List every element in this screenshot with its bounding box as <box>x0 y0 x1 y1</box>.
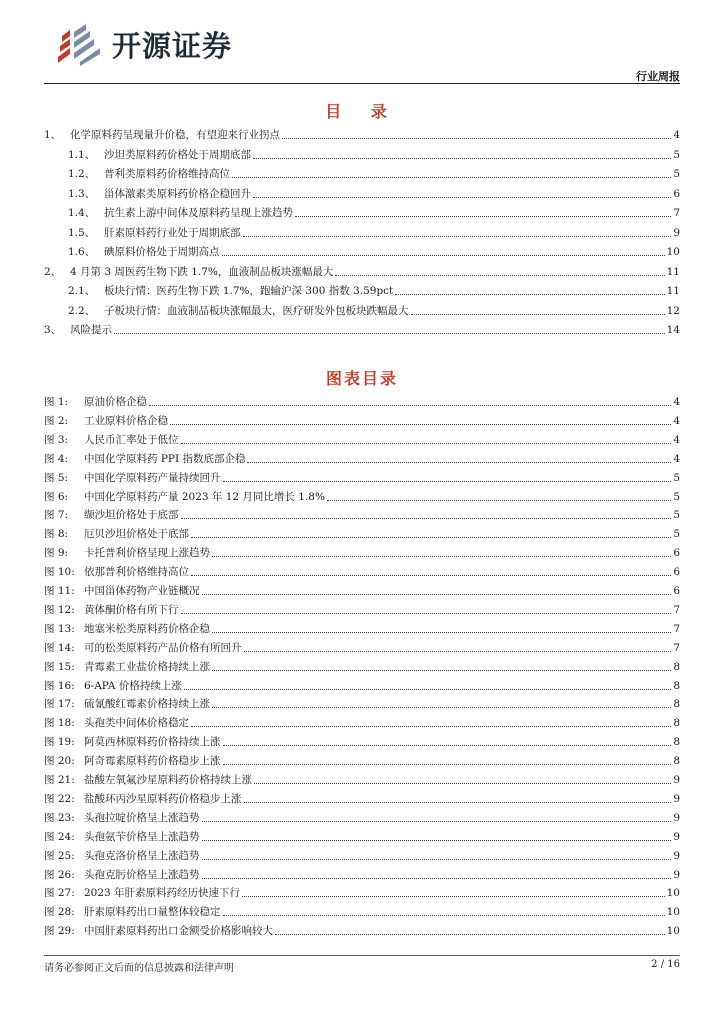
entry-number: 图 27: <box>44 887 75 900</box>
dot-leader <box>253 197 671 198</box>
entry-page: 6 <box>673 566 680 579</box>
list-entry[interactable] <box>44 734 680 748</box>
list-entry[interactable] <box>44 885 680 899</box>
list-entry[interactable] <box>44 322 680 336</box>
dot-leader <box>411 314 665 315</box>
entry-number: 1.2、 <box>68 168 96 180</box>
entry-page: 8 <box>673 660 680 673</box>
entry-page: 4 <box>673 129 680 141</box>
entry-page: 6 <box>673 187 680 200</box>
entry-page: 8 <box>673 736 680 749</box>
entry-page: 5 <box>673 148 680 161</box>
entry-text: 肝素原料药出口量整体较稳定 <box>84 906 221 919</box>
entry-page: 4 <box>673 452 680 465</box>
dot-leader <box>223 481 672 482</box>
entry-page: 10 <box>666 906 680 919</box>
entry-number: 图 11: <box>44 585 75 597</box>
entry-page: 12 <box>666 304 680 317</box>
dot-leader <box>181 613 672 614</box>
list-entry[interactable] <box>44 127 680 141</box>
list-entry[interactable] <box>44 696 680 710</box>
list-entry[interactable] <box>44 225 680 239</box>
list-entry[interactable] <box>44 810 680 824</box>
entry-number: 图 21: <box>44 774 75 786</box>
entry-page: 9 <box>673 868 680 881</box>
list-entry[interactable] <box>44 394 680 408</box>
entry-number: 图 18: <box>44 717 75 730</box>
entry-text: 沙坦类原料药价格处于周期底部 <box>104 148 251 161</box>
entry-number: 2.2、 <box>68 304 96 317</box>
entry-text: 可的松类原料药产品价格有所回升 <box>84 641 242 654</box>
entry-number: 1、 <box>44 129 62 141</box>
dot-leader <box>275 934 665 935</box>
dot-leader <box>181 518 672 519</box>
dot-leader <box>202 878 672 879</box>
entry-page: 9 <box>673 849 680 862</box>
entry-number: 3、 <box>44 324 62 336</box>
entry-page: 7 <box>673 207 680 219</box>
list-entry[interactable] <box>44 432 680 446</box>
dot-leader <box>191 726 671 727</box>
dot-leader <box>202 821 672 822</box>
dot-leader <box>202 840 672 841</box>
page-number: 2 / 16 <box>651 959 680 970</box>
entry-text: 头孢类中间体价格稳定 <box>84 717 189 730</box>
entry-text: 工业原料价格企稳 <box>84 414 168 427</box>
entry-text: 板块行情：医药生物下跌 1.7%，跑输沪深 300 指数 3.59pct <box>104 285 394 297</box>
dot-leader <box>335 275 664 276</box>
entry-page: 8 <box>673 717 680 730</box>
dot-leader <box>202 859 672 860</box>
list-entry[interactable] <box>44 829 680 843</box>
entry-number: 2、 <box>44 265 62 278</box>
entry-page: 6 <box>673 585 680 597</box>
dot-leader <box>202 594 672 595</box>
entry-text: 中国化学原料药产量 2023 年 12 月同比增长 1.8% <box>84 490 325 503</box>
list-entry[interactable] <box>44 451 680 465</box>
entry-page: 10 <box>666 887 680 900</box>
figure-list-title: 图表目录 <box>325 369 398 388</box>
list-entry[interactable] <box>44 904 680 918</box>
entry-text: 黄体酮价格有所下行 <box>84 603 179 616</box>
footer-disclaimer: 请务必参阅正文后面的信息披露和法律声明 <box>44 963 234 974</box>
entry-page: 7 <box>673 622 680 635</box>
entry-number: 2.1、 <box>68 285 96 297</box>
list-entry[interactable] <box>44 526 680 540</box>
entry-text: 青霉素工业盐价格持续上涨 <box>84 660 210 673</box>
entry-page: 8 <box>673 698 680 711</box>
dot-leader <box>223 745 672 746</box>
entry-text: 中国化学原料药 PPI 指数底部企稳 <box>84 452 246 465</box>
entry-text: 中国化学原料药产量持续回升 <box>84 471 221 484</box>
entry-text: 化学原料药呈现量升价稳，有望迎来行业拐点 <box>70 129 280 141</box>
entry-number: 1.3、 <box>68 187 96 200</box>
entry-page: 9 <box>673 830 680 843</box>
entry-page: 7 <box>673 603 680 616</box>
figure-list <box>44 394 680 944</box>
entry-number: 图 10: <box>44 566 75 579</box>
dot-leader <box>327 500 671 501</box>
entry-number: 图 12: <box>44 603 75 616</box>
entry-text: 盐酸环丙沙星原料药价格稳步上涨 <box>84 792 242 805</box>
list-entry[interactable] <box>44 507 680 521</box>
dot-leader <box>170 424 671 425</box>
list-entry[interactable] <box>44 659 680 673</box>
dot-leader <box>114 333 665 334</box>
entry-text: 2023 年肝素原料药经历快速下行 <box>84 887 241 900</box>
list-entry[interactable] <box>44 545 680 559</box>
dot-leader <box>282 138 671 139</box>
entry-text: 中国肝素原料药出口金额受价格影响较大 <box>84 925 273 938</box>
list-entry[interactable] <box>44 489 680 503</box>
entry-number: 1.4、 <box>68 207 96 219</box>
brand-logo <box>56 22 232 66</box>
list-entry[interactable] <box>44 264 680 278</box>
toc-list <box>44 127 680 347</box>
entry-number: 1.5、 <box>68 226 96 239</box>
entry-page: 10 <box>666 246 680 258</box>
list-entry[interactable] <box>44 715 680 729</box>
entry-text: 普利类原料药价格维持高位 <box>104 168 230 180</box>
entry-page: 5 <box>673 168 680 180</box>
entry-text: 原油价格企稳 <box>84 396 147 408</box>
entry-page: 5 <box>673 528 680 541</box>
entry-text: 抗生素上游中间体及原料药呈现上涨趋势 <box>104 207 293 219</box>
entry-text: 碘原料价格处于周期高点 <box>104 246 220 258</box>
entry-page: 9 <box>673 774 680 786</box>
entry-number: 图 1: <box>44 396 69 408</box>
list-entry[interactable] <box>44 147 680 161</box>
entry-text: 阿奇霉素原料药价格稳步上涨 <box>84 755 221 768</box>
dot-leader <box>212 556 671 557</box>
dot-leader <box>191 575 671 576</box>
entry-text: 6-APA 价格持续上涨 <box>84 679 182 692</box>
entry-number: 图 4: <box>44 452 69 465</box>
list-entry[interactable] <box>44 166 680 180</box>
dot-leader <box>191 537 671 538</box>
entry-text: 卡托普利价格呈现上涨趋势 <box>84 547 210 560</box>
entry-number: 图 24: <box>44 830 75 843</box>
list-entry[interactable] <box>44 186 680 200</box>
entry-text: 子板块行情：血液制品板块涨幅最大，医疗研发外包板块跌幅最大 <box>104 304 409 317</box>
dot-leader <box>253 158 671 159</box>
toc-title: 目 录 <box>325 102 399 121</box>
entry-number: 图 13: <box>44 622 75 635</box>
entry-number: 图 22: <box>44 792 75 805</box>
dot-leader <box>395 294 664 295</box>
dot-leader <box>243 236 672 237</box>
entry-number: 1.6、 <box>68 246 96 258</box>
entry-number: 图 7: <box>44 509 69 522</box>
entry-text: 缬沙坦价格处于底部 <box>84 509 179 522</box>
entry-number: 图 6: <box>44 490 69 503</box>
entry-page: 7 <box>673 641 680 654</box>
entry-number: 图 16: <box>44 679 75 692</box>
entry-page: 4 <box>673 414 680 427</box>
list-entry[interactable] <box>44 602 680 616</box>
brand-name: 开源证券 <box>112 28 233 63</box>
entry-number: 图 26: <box>44 868 75 881</box>
list-entry[interactable] <box>44 678 680 692</box>
dot-leader <box>247 462 671 463</box>
list-entry[interactable] <box>44 867 680 881</box>
entry-text: 风险提示 <box>70 324 112 336</box>
entry-text: 人民币汇率处于低位 <box>84 433 179 446</box>
dot-leader <box>212 632 671 633</box>
entry-text: 中国甾体药物产业链概况 <box>84 585 200 597</box>
entry-page: 9 <box>673 792 680 805</box>
entry-number: 图 5: <box>44 471 69 484</box>
entry-number: 图 29: <box>44 925 75 938</box>
entry-page: 9 <box>673 226 680 239</box>
entry-page: 14 <box>666 324 680 336</box>
dot-leader <box>244 651 672 652</box>
dot-leader <box>244 802 672 803</box>
entry-text: 头孢克肟价格呈上涨趋势 <box>84 868 200 881</box>
entry-number: 图 14: <box>44 641 75 654</box>
entry-text: 地塞米松类原料药价格企稳 <box>84 622 210 635</box>
dot-leader <box>295 216 671 217</box>
entry-page: 8 <box>673 679 680 692</box>
entry-number: 图 9: <box>44 547 69 560</box>
list-entry[interactable] <box>44 772 680 786</box>
entry-number: 图 17: <box>44 698 75 711</box>
entry-page: 6 <box>673 547 680 560</box>
dot-leader <box>232 177 671 178</box>
entry-text: 厄贝沙坦价格处于底部 <box>84 528 189 541</box>
entry-page: 5 <box>673 509 680 522</box>
entry-page: 10 <box>666 925 680 938</box>
list-entry[interactable] <box>44 283 680 297</box>
dot-leader <box>181 443 672 444</box>
entry-text: 头孢克洛价格呈上涨趋势 <box>84 849 200 862</box>
list-entry[interactable] <box>44 621 680 635</box>
list-entry[interactable] <box>44 303 680 317</box>
dot-leader <box>212 670 671 671</box>
entry-text: 头孢氨苄价格呈上涨趋势 <box>84 830 200 843</box>
list-entry[interactable] <box>44 564 680 578</box>
dot-leader <box>242 896 665 897</box>
dot-leader <box>149 405 671 406</box>
entry-page: 11 <box>666 285 680 297</box>
list-entry[interactable] <box>44 640 680 654</box>
list-entry[interactable] <box>44 583 680 597</box>
entry-text: 阿莫西林原料药价格持续上涨 <box>84 736 221 749</box>
header-divider <box>44 83 680 84</box>
entry-text: 硫氰酸红霉素价格持续上涨 <box>84 698 210 711</box>
entry-number: 图 2: <box>44 414 69 427</box>
entry-number: 图 19: <box>44 736 75 749</box>
entry-number: 图 8: <box>44 528 69 541</box>
dot-leader <box>212 707 671 708</box>
entry-text: 4 月第 3 周医药生物下跌 1.7%，血液制品板块涨幅最大 <box>70 265 334 278</box>
entry-text: 头孢拉啶价格呈上涨趋势 <box>84 811 200 824</box>
entry-number: 图 25: <box>44 849 75 862</box>
list-entry[interactable] <box>44 753 680 767</box>
entry-number: 图 20: <box>44 755 75 768</box>
entry-number: 图 15: <box>44 660 75 673</box>
dot-leader <box>222 255 665 256</box>
dot-leader <box>223 764 672 765</box>
list-entry[interactable] <box>44 923 680 937</box>
entry-number: 图 28: <box>44 906 75 919</box>
entry-text: 肝素原料药行业处于周期底部 <box>104 226 241 239</box>
list-entry[interactable] <box>44 848 680 862</box>
entry-text: 盐酸左氧氟沙星原料药价格持续上涨 <box>84 774 252 786</box>
entry-page: 4 <box>673 396 680 408</box>
list-entry[interactable] <box>44 791 680 805</box>
dot-leader <box>223 915 665 916</box>
entry-text: 甾体激素类原料药价格企稳回升 <box>104 187 251 200</box>
entry-page: 9 <box>673 811 680 824</box>
list-entry[interactable] <box>44 244 680 258</box>
entry-page: 4 <box>673 433 680 446</box>
brand-mark-icon <box>56 22 108 66</box>
entry-page: 8 <box>673 755 680 768</box>
entry-number: 1.1、 <box>68 148 96 161</box>
list-entry[interactable] <box>44 413 680 427</box>
list-entry[interactable] <box>44 205 680 219</box>
dot-leader <box>254 783 671 784</box>
entry-text: 依那普利价格维持高位 <box>84 566 189 579</box>
dot-leader <box>184 689 671 690</box>
footer-divider <box>44 955 680 956</box>
list-entry[interactable] <box>44 470 680 484</box>
entry-number: 图 23: <box>44 811 75 824</box>
entry-page: 5 <box>673 490 680 503</box>
entry-number: 图 3: <box>44 433 69 446</box>
document-type-label: 行业周报 <box>636 70 680 83</box>
entry-page: 5 <box>673 471 680 484</box>
entry-page: 11 <box>666 265 680 278</box>
